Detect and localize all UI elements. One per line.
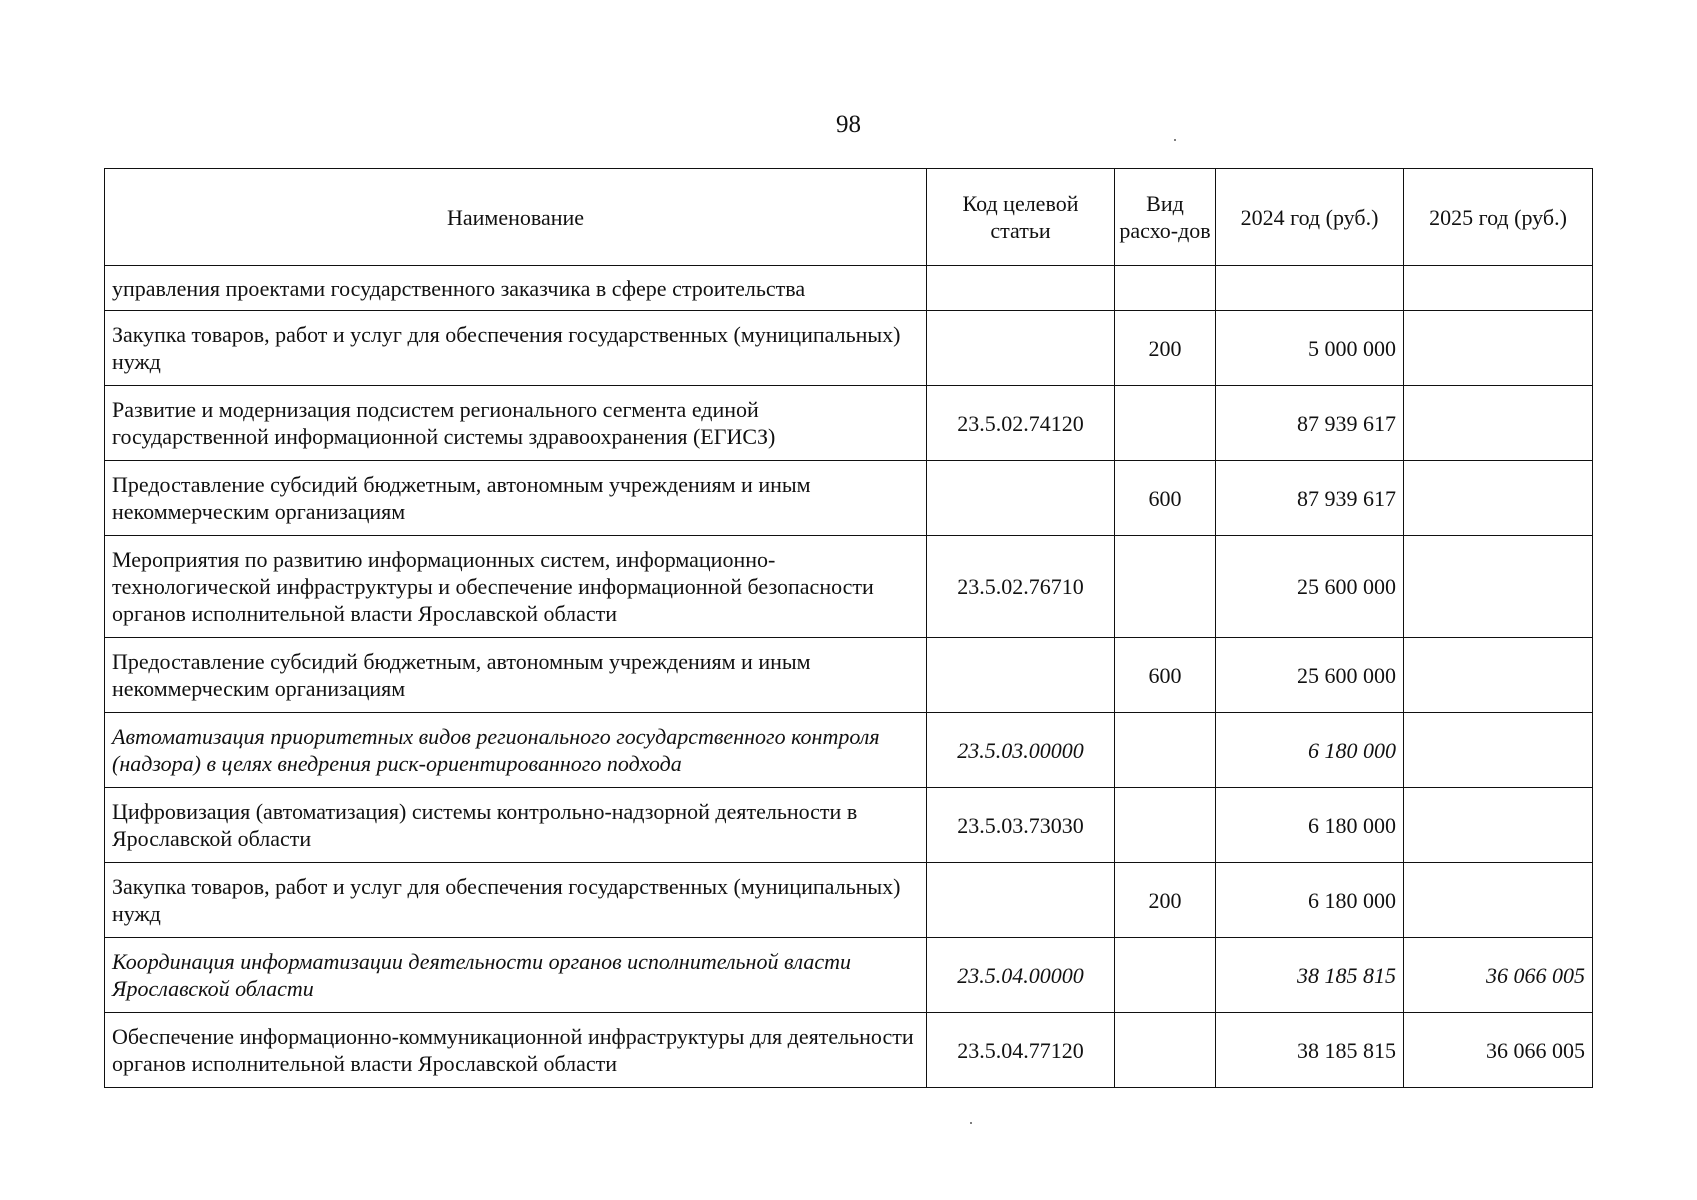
row-vid — [1115, 938, 1216, 1013]
row-2024 — [1216, 266, 1404, 311]
table-row — [105, 863, 1593, 938]
row-2025: 36 066 005 — [1404, 1013, 1593, 1088]
row-vid: 200 — [1115, 863, 1216, 938]
row-code — [927, 863, 1115, 938]
row-name: Координация информатизации деятельности органов исполнительной власти Ярославской области — [105, 938, 927, 1013]
row-vid — [1115, 713, 1216, 788]
row-2024: 87 939 617 — [1216, 386, 1404, 461]
table-row — [105, 536, 1593, 638]
scan-speck — [1174, 139, 1176, 141]
table-header-row — [105, 169, 1593, 266]
table-row — [105, 461, 1593, 536]
table-row — [105, 266, 1593, 311]
row-2024: 38 185 815 — [1216, 1013, 1404, 1088]
row-name: управления проектами государственного заказчика в сфере строительства — [105, 266, 927, 311]
row-2025 — [1404, 311, 1593, 386]
row-vid: 600 — [1115, 461, 1216, 536]
row-vid — [1115, 1013, 1216, 1088]
row-vid: 200 — [1115, 311, 1216, 386]
row-code: 23.5.04.00000 — [927, 938, 1115, 1013]
row-name: Предоставление субсидий бюджетным, автономным учреждениям и иным некоммерческим организациям — [105, 638, 927, 713]
row-code: 23.5.02.74120 — [927, 386, 1115, 461]
table-row — [105, 713, 1593, 788]
table-row — [105, 788, 1593, 863]
row-code — [927, 311, 1115, 386]
row-vid — [1115, 266, 1216, 311]
row-code — [927, 266, 1115, 311]
row-2024: 6 180 000 — [1216, 863, 1404, 938]
row-2025 — [1404, 863, 1593, 938]
row-code — [927, 638, 1115, 713]
row-2025 — [1404, 788, 1593, 863]
row-name: Мероприятия по развитию информационных систем, информационно-технологической инфраструктуры и обеспечение информационной безопасности органов исполнительной власти Ярославской области — [105, 536, 927, 638]
table-row — [105, 1013, 1593, 1088]
row-vid — [1115, 386, 1216, 461]
page-number: 98 — [836, 111, 861, 138]
row-2025 — [1404, 386, 1593, 461]
header-code: Код целевой статьи — [927, 169, 1115, 266]
row-code: 23.5.02.76710 — [927, 536, 1115, 638]
header-name: Наименование — [105, 169, 927, 266]
row-code: 23.5.03.00000 — [927, 713, 1115, 788]
row-2024: 25 600 000 — [1216, 638, 1404, 713]
row-2024: 6 180 000 — [1216, 788, 1404, 863]
row-2024: 5 000 000 — [1216, 311, 1404, 386]
table-row — [105, 938, 1593, 1013]
table-row — [105, 386, 1593, 461]
row-2025 — [1404, 713, 1593, 788]
row-2025: 36 066 005 — [1404, 938, 1593, 1013]
header-2025: 2025 год (руб.) — [1404, 169, 1593, 266]
row-2025 — [1404, 461, 1593, 536]
row-name: Автоматизация приоритетных видов регионального государственного контроля (надзора) в целях внедрения риск-ориентированного подхода — [105, 713, 927, 788]
row-name: Закупка товаров, работ и услуг для обеспечения государственных (муниципальных) нужд — [105, 311, 927, 386]
row-code: 23.5.04.77120 — [927, 1013, 1115, 1088]
row-name: Развитие и модернизация подсистем регионального сегмента единой государственной информационной системы здравоохранения (ЕГИСЗ) — [105, 386, 927, 461]
scan-speck — [970, 1122, 972, 1124]
table-row — [105, 311, 1593, 386]
row-code: 23.5.03.73030 — [927, 788, 1115, 863]
row-2024: 6 180 000 — [1216, 713, 1404, 788]
row-code — [927, 461, 1115, 536]
row-2025 — [1404, 536, 1593, 638]
row-vid: 600 — [1115, 638, 1216, 713]
row-2024: 25 600 000 — [1216, 536, 1404, 638]
header-vid: Вид расхо-дов — [1115, 169, 1216, 266]
row-name: Цифровизация (автоматизация) системы контрольно-надзорной деятельности в Ярославской области — [105, 788, 927, 863]
row-2024: 87 939 617 — [1216, 461, 1404, 536]
row-vid — [1115, 536, 1216, 638]
row-name: Закупка товаров, работ и услуг для обеспечения государственных (муниципальных) нужд — [105, 863, 927, 938]
row-2025 — [1404, 266, 1593, 311]
header-2024: 2024 год (руб.) — [1216, 169, 1404, 266]
row-2025 — [1404, 638, 1593, 713]
row-2024: 38 185 815 — [1216, 938, 1404, 1013]
row-name: Предоставление субсидий бюджетным, автономным учреждениям и иным некоммерческим организациям — [105, 461, 927, 536]
budget-table — [104, 168, 1593, 1088]
table-row — [105, 638, 1593, 713]
row-vid — [1115, 788, 1216, 863]
row-name: Обеспечение информационно-коммуникационной инфраструктуры для деятельности органов исполнительной власти Ярославской области — [105, 1013, 927, 1088]
